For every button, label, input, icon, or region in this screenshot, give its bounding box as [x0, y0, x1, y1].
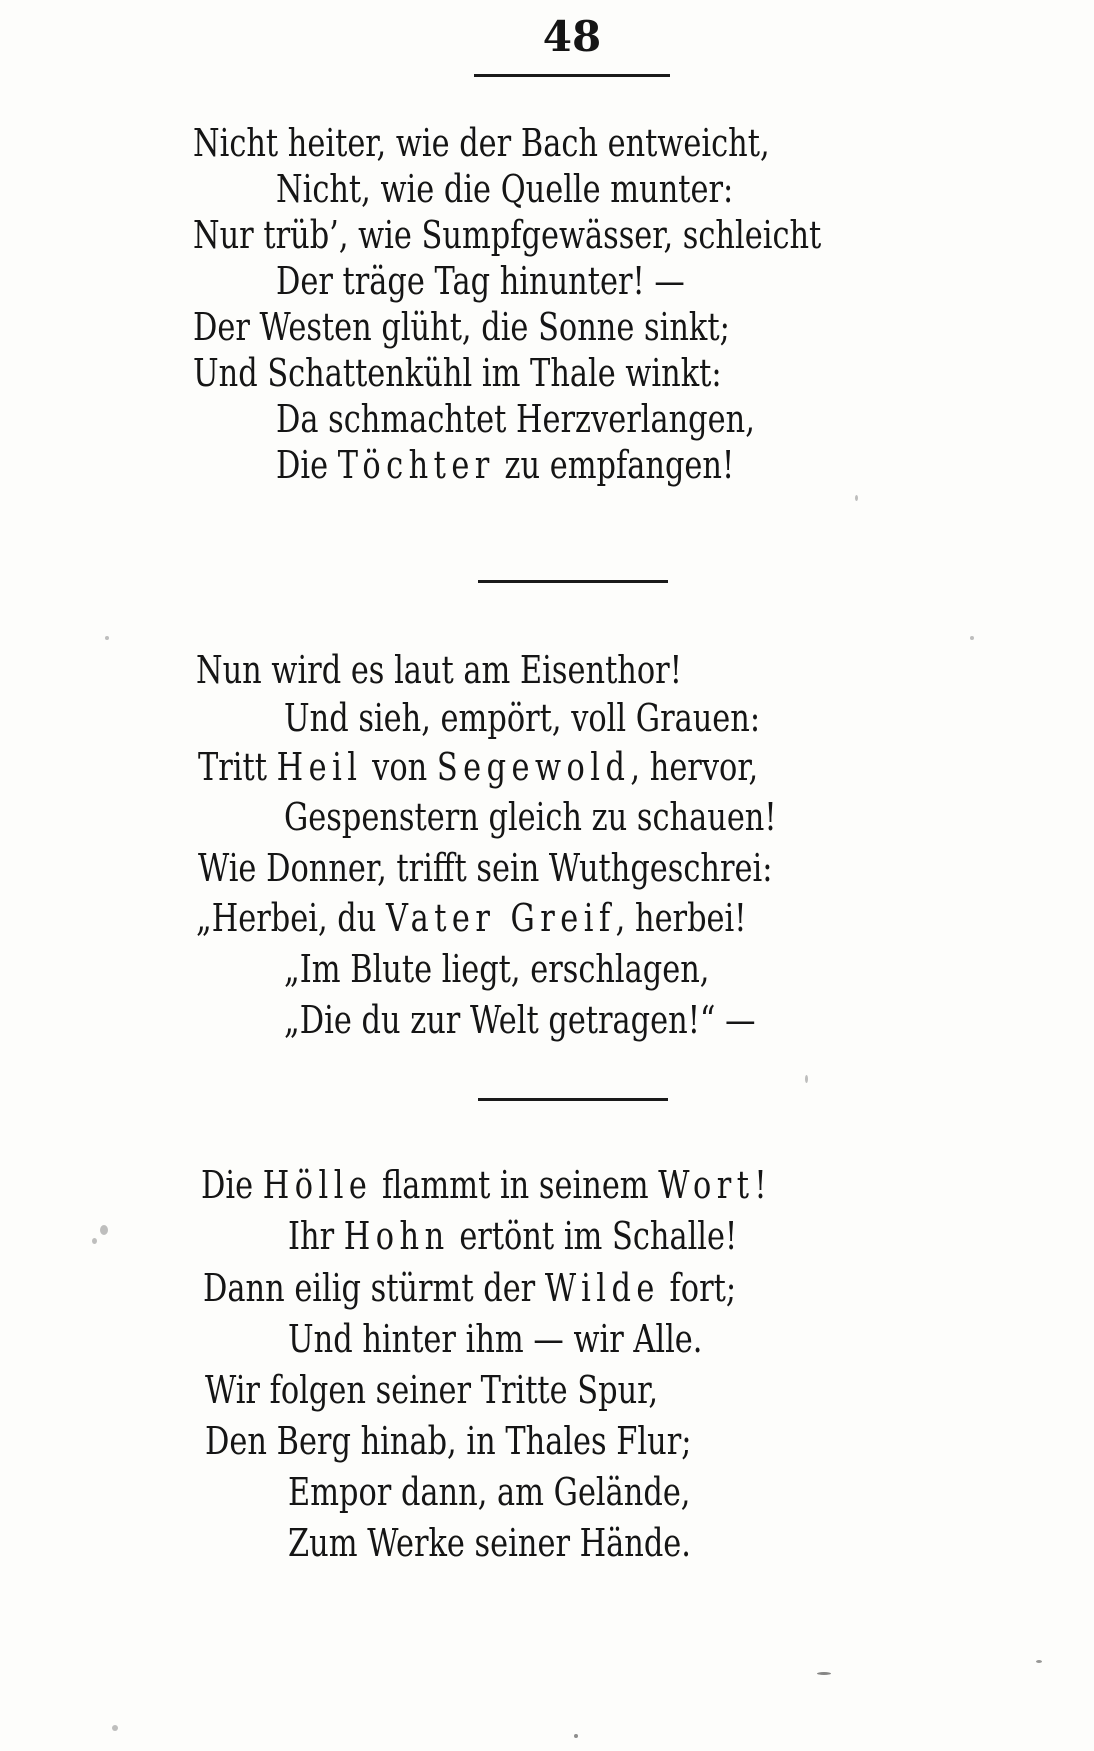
- paper-speck: [100, 1225, 108, 1235]
- poem-line: Nur trüb’, wie Sumpfgewässer, schleicht: [193, 213, 822, 257]
- spaced-emphasis: Heil: [276, 745, 363, 789]
- poem-line: Wie Donner, trifft sein Wuthgeschrei:: [198, 846, 773, 890]
- paper-speck: [105, 636, 109, 640]
- stanza-divider: [478, 580, 668, 583]
- poem-line: Nicht, wie die Quelle munter:: [276, 167, 734, 211]
- poem-line: Wir folgen seiner Tritte Spur,: [205, 1368, 659, 1412]
- poem-line: Da schmachtet Herzverlangen,: [276, 397, 755, 441]
- spaced-emphasis: Töchter: [337, 443, 495, 487]
- stanza-divider: [478, 1098, 668, 1101]
- poem-line: Dann eilig stürmt der Wilde fort;: [203, 1266, 737, 1310]
- spaced-emphasis: Wilde: [544, 1266, 660, 1310]
- spaced-emphasis: Hohn: [343, 1214, 450, 1258]
- poem-line: Die Hölle flammt in seinem Wort!: [201, 1163, 767, 1207]
- spaced-emphasis: Wort: [658, 1163, 755, 1207]
- poem-line: Der träge Tag hinunter! —: [276, 259, 685, 303]
- paper-speck: [1036, 1660, 1042, 1663]
- paper-speck: [817, 1672, 831, 1675]
- poem-line: „Herbei, du Vater Greif, herbei!: [196, 896, 747, 940]
- page-number-rule: [474, 74, 670, 77]
- poem-line: Empor dann, am Gelände,: [288, 1470, 691, 1514]
- spaced-emphasis: Segewold: [436, 745, 631, 789]
- paper-speck: [574, 1734, 578, 1738]
- poem-line: „Im Blute liegt, erschlagen,: [284, 947, 710, 991]
- poem-line: Und Schattenkühl im Thale winkt:: [193, 351, 722, 395]
- paper-speck: [805, 1075, 808, 1083]
- spaced-emphasis: Vater Greif: [385, 896, 616, 940]
- poem-line: Den Berg hinab, in Thales Flur;: [205, 1419, 692, 1463]
- paper-speck: [855, 495, 858, 501]
- poem-line: „Die du zur Welt getragen!“ —: [284, 998, 756, 1042]
- poem-line: Zum Werke seiner Hände.: [288, 1521, 691, 1565]
- poem-line: Ihr Hohn ertönt im Schalle!: [288, 1214, 738, 1258]
- page-number: 48: [542, 12, 602, 61]
- paper-speck: [112, 1725, 118, 1731]
- poem-line: Und hinter ihm — wir Alle.: [288, 1317, 703, 1361]
- poem-line: Nicht heiter, wie der Bach entweicht,: [193, 121, 770, 165]
- poem-line: Der Westen glüht, die Sonne sinkt;: [193, 305, 730, 349]
- poem-line: Gespenstern gleich zu schauen!: [284, 795, 777, 839]
- poem-line: Nun wird es laut am Eisenthor!: [196, 648, 682, 692]
- poem-line: Tritt Heil von Segewold, hervor,: [198, 745, 759, 789]
- poem-line: Und sieh, empört, voll Grauen:: [284, 696, 761, 740]
- paper-speck: [92, 1238, 97, 1244]
- paper-speck: [970, 636, 974, 640]
- spaced-emphasis: Hölle: [262, 1163, 373, 1207]
- poem-line: Die Töchter zu empfangen!: [276, 443, 735, 487]
